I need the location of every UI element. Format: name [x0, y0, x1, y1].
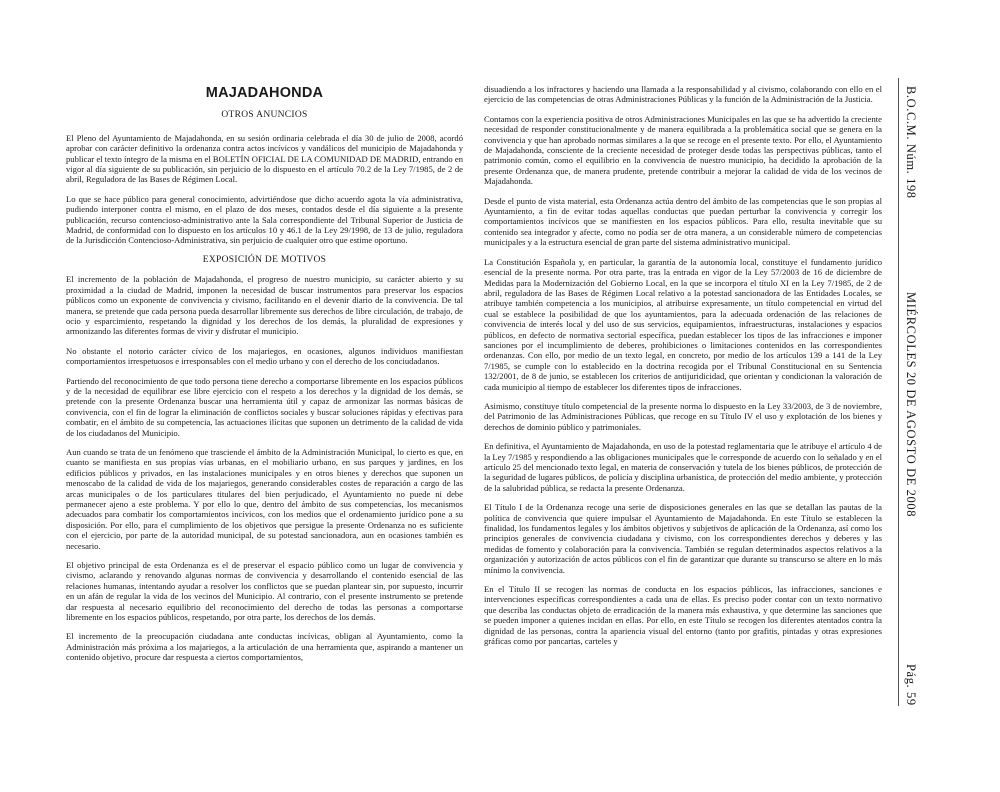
left-column [66, 84, 463, 672]
publication-date: MIÉRCOLES 20 DE AGOSTO DE 2008 [904, 292, 918, 518]
paragraph: Asimismo, constituye título competencial de la presente norma lo dispuesto en la Ley 33/2003, de 3 de noviembre, del Patrimonio de las Administraciones Públicas, que recoge en su Título IV el uso y explotación de los bienes y derechos de dominio público y patrimoniales. [484, 400, 882, 432]
paragraph: Contamos con la experiencia positiva de otros Administraciones Municipales en las que se ha advertido la creciente necesidad de responder constitucionalmente y de manera equilibrada a la problemática social que se genera en la convivencia y que han aprobado normas similares a la que se recoge en el presente texto. Por ello, el Ayuntamiento de Majadahonda, consciente de la creciente necesidad de proteger desde todas las perspectivas públicas, tanto el patrimonio común, como el equilibrio en la convivencia de nuestro municipio, ha decidido la aprobación de la presente Ordenanza que, de manera prudente, pretende contribuir a mejorar la calidad de vida de los vecinos de Majadahonda. [484, 113, 882, 187]
paragraph: Aun cuando se trata de un fenómeno que trasciende el ámbito de la Administración Municipal, lo cierto es que, en cuanto se manifiesta en sus propias vías urbanas, en el mobiliario urbano, en sus parques y jardines, en los edificios públicos y privados, en las instalaciones municipales y en otros bienes y derechos que suponen un menoscabo de la calidad de vida de los majariegos, generando considerables costes de reparación a cargo de las arcas municipales o de los particulares titulares del bien perjudicado, el Ayuntamiento no puede ni debe permanecer ajeno a este problema. Y por ello lo que, dentro del ámbito de sus competencias, los mecanismos adecuados para combatir los comportamientos incívicos, con los medios que el ordenamiento jurídico pone a su disposición. Por ello, para el cumplimiento de los objetivos que persigue la presente Ordenanza no es suficiente con el ejercicio, por parte de la autoridad municipal, de su potestad sancionadora, aun en ocasiones también es necesario. [66, 446, 463, 551]
paragraph: El objetivo principal de esta Ordenanza es el de preservar el espacio público como un lugar de convivencia y civismo, aclarando y renovando algunas normas de convivencia y desarrollando el contenido esencial de las relaciones humanas, intentando ayudar a resolver los conflictos que se puedan plantear sin, por supuesto, incurrir en un afán de regular la vida de los vecinos del Municipio. Al contrario, con el presente instrumento se pretende dar respuesta al necesario equilibrio del reconocimiento del derecho de todas las personas a comportarse libremente en los espacios públicos, respetando, por otra parte, los derechos de los demás. [66, 560, 463, 623]
paragraph: El incremento de la población de Majadahonda, el progreso de nuestro municipio, su carácter abierto y su proximidad a la ciudad de Madrid, imponen la necesidad de buscar instrumentos para preservar los espacios públicos como un exponente de convivencia y civismo, facilitando en el devenir diario de la convivencia. De tal manera, se pretende que cada persona pueda desarrollar libremente sus derechos de libre circulación, de trabajo, de ocio y esparcimiento, respetando la dignidad y los derechos de los demás, la pluralidad de expresiones y armonizando las diferentes formas de vivir y disfrutar el municipio. [66, 274, 463, 337]
paragraph: No obstante el notorio carácter cívico de los majariegos, en ocasiones, algunos individuos manifiestan comportamientos irrespetuosos e irresponsables con el medio urbano y con el derecho de los conciudadanos. [66, 345, 463, 367]
paragraph: La Constitución Española y, en particular, la garantía de la autonomía local, constituye el fundamento jurídico esencial de la presente norma. Por otra parte, tras la entrada en vigor de la Ley 57/2003 de 16 de diciembre de Medidas para la Modernización del Gobierno Local, en la que se incorpora el título XI en la Ley 7/1985, de 2 de abril, reguladora de las Bases de Régimen Local relativo a la potestad sancionadora de las Entidades Locales, se atribuye también competencia a los municipios, al atribuirse expresamente, un título competencial en virtud del cual se establece la posibilidad de que los ayuntamientos, para la adecuada ordenación de las relaciones de convivencia de interés local y del uso de sus servicios, equipamientos, infraestructuras, instalaciones y espacios públicos, en defecto de normativa sectorial específica, puedan establecer los tipos de las infracciones e imponer sanciones por el incumplimiento de deberes, prohibiciones o limitaciones contenidos en las correspondientes ordenanzas. Con ello, por medio de un texto legal, en concreto, por medio de los artículos 139 a 141 de la Ley 7/1985, se cumple con lo establecido en la doctrina recogida por el Tribunal Constitucional en su Sentencia 132/2001, de 8 de junio, se establecen los criterios de antijuridicidad, que orientan y condicionan la valoración de cada municipio al tiempo de establecer los diferentes tipos de infracciones. [484, 256, 882, 392]
paragraph: El incremento de la preocupación ciudadana ante conductas incívicas, obligan al Ayuntamiento, como la Administración más próxima a los majariegos, a la articulación de una herramienta que, aspirando a mantener un contenido objetivo, procure dar respuesta a ciertos comportamientos, [66, 631, 463, 663]
paragraph: Partiendo del reconocimiento de que todo persona tiene derecho a comportarse libremente en los espacios públicos y de la necesidad de equilibrar ese libre ejercicio con el respeto a los derechos y la dignidad de los demás, se pretende con la presente Ordenanza buscar una herramienta útil y capaz de armonizar las normas básicas de convivencia, con el fin de lograr la eliminación de conflictos sociales y buscar soluciones rápidas y efectivas para combatir, en el ámbito de su competencia, las actuaciones ilícitas que suponen un detrimento de la calidad de vida de los ciudadanos del Municipio. [66, 375, 463, 438]
right-column [484, 84, 882, 656]
paragraph: El Pleno del Ayuntamiento de Majadahonda, en su sesión ordinaria celebrada el día 30 de julio de 2008, acordó aprobar con carácter definitivo la ordenanza contra actos incívicos y vandálicos del municipio de Majadahonda y publicar el texto íntegro de la misma en el BOLETÍN OFICIAL DE LA COMUNIDAD DE MADRID, entrando en vigor al día siguiente de su publicación, sin perjuicio de lo dispuesto en el artículo 70.2 de la Ley 7/1985, de 2 de abril, Reguladora de las Bases de Régimen Local. [66, 132, 463, 185]
exposicion-heading: EXPOSICIÓN DE MOTIVOS [202, 254, 327, 265]
page-number: Pág. 59 [904, 664, 918, 706]
margin-rule [898, 78, 899, 706]
section-heading: OTROS ANUNCIOS [221, 110, 308, 121]
paragraph: Lo que se hace público para general conocimiento, advirtiéndose que dicho acuerdo agota la vía administrativa, pudiendo interponer contra el mismo, en el plazo de dos meses, contados desde el día siguiente a la presente publicación, recurso contencioso-administrativo ante la Sala correspondiente del Tribunal Superior de Justicia de Madrid, de conformidad con lo dispuesto en los artículos 10 y 46.1 de la Ley 29/1998, de 13 de julio, reguladora de la Jurisdicción Contencioso-Administrativa, sin perjuicio de cualquier otro que estime oportuno. [66, 193, 463, 246]
municipality-title: MAJADAHONDA [205, 85, 324, 101]
boletin-number: B.O.C.M. Núm. 198 [904, 86, 918, 199]
paragraph: El Título I de la Ordenanza recoge una serie de disposiciones generales en las que se detallan las pautas de la política de convivencia que quiere impulsar el Ayuntamiento de Majadahonda. En este Título se establecen la finalidad, los fundamentos legales y los ámbitos objetivos y subjetivos de aplicación de la Ordenanza, así como los principios generales de convivencia ciudadana y civismo, con los correspondientes derechos y deberes y las medidas de fomento y colaboración para la convivencia. También se regulan determinados aspectos relativos a la organización y autorización de actos públicos con el fin de garantizar que durante su transcurso se altere en lo más mínimo la convivencia. [484, 502, 882, 575]
paragraph: En definitiva, el Ayuntamiento de Majadahonda, en uso de la potestad reglamentaria que le atribuye el artículo 4 de la Ley 7/1985 y respondiendo a las obligaciones municipales que le corresponde de acuerdo con lo señalado y en el artículo 25 del mencionado texto legal, en materia de conservación y tutela de los bienes públicos, de protección de la seguridad de lugares públicos, de policía y disciplina urbanística, de protección del medio ambiente, y protección de la salubridad pública, se redacta la presente Ordenanza. [484, 441, 882, 493]
paragraph: Desde el punto de vista material, esta Ordenanza actúa dentro del ámbito de las competencias que le son propias al Ayuntamiento, a fin de evitar todas aquellas conductas que puedan perturbar la convivencia y corregir los comportamientos incívicos que se manifiesten en los espacios públicos. Para ello, resulta inevitable que su contenido sea integrador y afecte, como no podía ser de otra manera, a un considerable número de competencias municipales y a la estructura esencial de gran parte del sistema administrativo municipal. [484, 195, 882, 248]
paragraph: disuadiendo a los infractores y haciendo una llamada a la responsabilidad y al civismo, colaborando con ello en el ejercicio de las competencias de otras Administraciones Públicas y la función de la Administración de la Justicia. [484, 84, 882, 105]
paragraph: En el Título II se recogen las normas de conducta en los espacios públicos, las infracciones, sanciones e intervenciones específicas correspondientes a cada una de ellas. Es preciso poder contar con un texto normativo que describa las conductas objeto de erradicación de la manera más exhaustiva, y que determine las sanciones que se pueden imponer a quienes incidan en ellas. Por ello, en este Título se recogen los diferentes atentados contra la dignidad de las personas, contra la apariencia visual del entorno (tanto por grafitis, pintadas y otras expresiones gráficas como por pancartas, carteles y [484, 584, 882, 647]
